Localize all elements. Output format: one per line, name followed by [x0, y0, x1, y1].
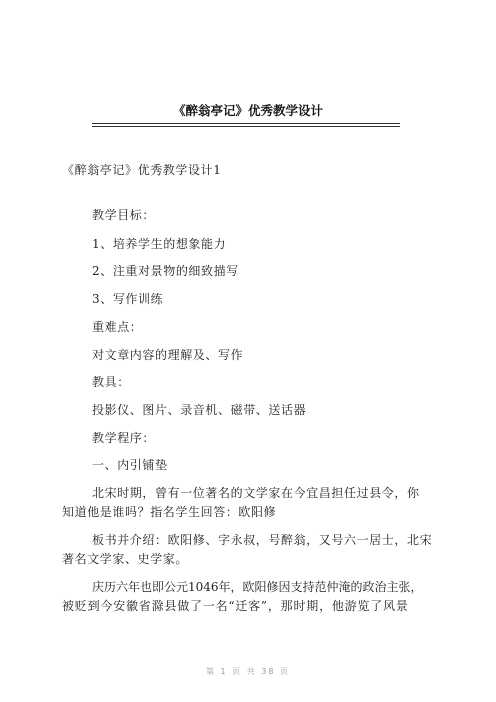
text-line: 重难点： [92, 320, 143, 334]
text-line: 著名文学家、史学家。 [62, 552, 189, 566]
text-line: 投影仪、图片、录音机、磁带、送话器 [92, 403, 307, 417]
title-divider-top [92, 123, 400, 124]
document-title: 《醉翁亭记》优秀教学设计 [172, 103, 323, 118]
text-line: 板书并介绍：欧阳修、字永叔，号醉翁，又号六一居士，北宋 [92, 533, 433, 547]
text-line: 3、写作训练 [92, 292, 164, 306]
title-divider-bottom [92, 126, 400, 127]
text-line: 庆历六年也即公元1046年，欧阳修因支持范仲淹的政治主张， [92, 580, 423, 594]
section-heading: 《醉翁亭记》优秀教学设计1 [62, 163, 222, 177]
text-line: 教学目标： [92, 208, 156, 222]
text-line: 知道他是谁吗？指名学生回答：欧阳修 [62, 505, 277, 519]
text-line: 教具： [92, 375, 130, 389]
text-line: 被贬到今安徽省滁县做了一名“迁客”，那时期，他游览了风景 [62, 599, 409, 613]
text-line: 北宋时期，曾有一位著名的文学家在今宜昌担任过县令，你 [92, 486, 420, 500]
text-line: 1、培养学生的想象能力 [92, 237, 227, 251]
text-line: 一、内引铺垫 [92, 458, 168, 472]
page-footer: 第 1 页 共 38 页 [206, 667, 290, 676]
text-line: 对文章内容的理解及、写作 [92, 348, 244, 362]
text-line: 教学程序： [92, 431, 156, 445]
text-line: 2、注重对景物的细致描写 [92, 264, 239, 278]
